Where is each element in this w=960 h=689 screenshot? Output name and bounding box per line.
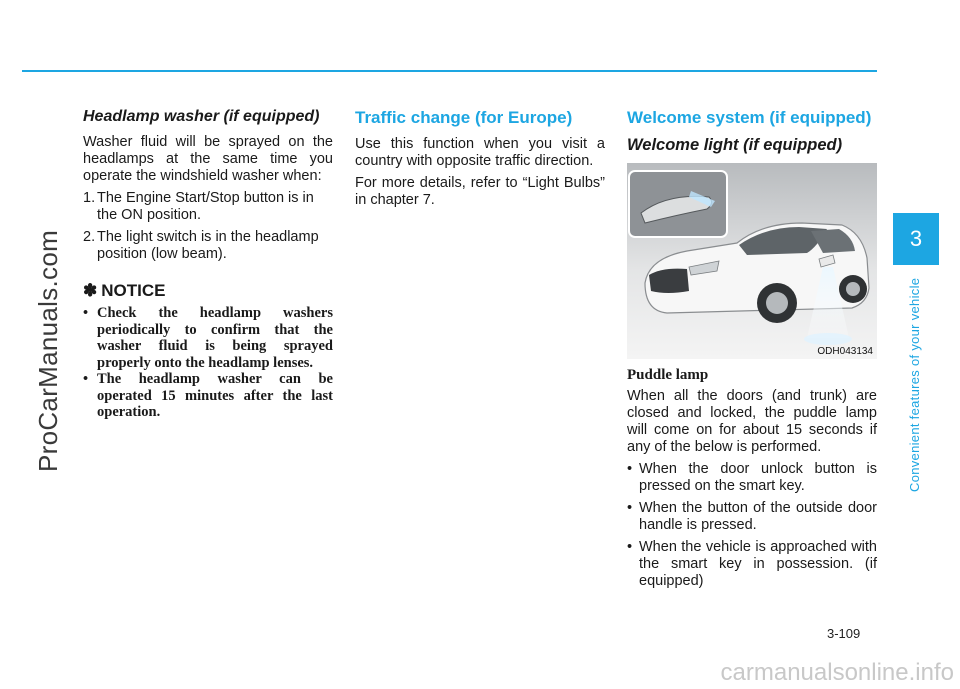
step-item bbox=[83, 190, 333, 224]
bullet-icon: • bbox=[627, 500, 633, 516]
top-rule bbox=[22, 70, 877, 72]
notice-heading bbox=[83, 281, 333, 301]
chapter-title-side: Convenient features of your vehicle bbox=[907, 277, 922, 492]
bullet-icon: • bbox=[83, 305, 89, 321]
welcome-system-heading: Welcome system (if equipped) bbox=[627, 108, 872, 127]
page-number: 3-109 bbox=[827, 626, 861, 641]
welcome-light-subheading: Welcome light (if equipped) bbox=[627, 136, 843, 154]
notice-item bbox=[83, 305, 333, 371]
column-traffic-change bbox=[355, 108, 605, 214]
list-item-text: When the button of the outside door handle is pressed. bbox=[639, 500, 877, 533]
list-item-text: When the door unlock button is pressed on the smart key. bbox=[639, 461, 877, 494]
step-number: 2. bbox=[83, 229, 96, 245]
chapter-tab: 3 bbox=[893, 213, 939, 265]
traffic-change-para: Use this function when you visit a country with opposite traffic direction. bbox=[355, 136, 605, 169]
list-item bbox=[627, 461, 877, 495]
bullet-icon: • bbox=[627, 539, 633, 555]
notice-title: NOTICE bbox=[101, 281, 166, 300]
bullet-icon: • bbox=[83, 371, 89, 387]
traffic-change-heading: Traffic change (for Europe) bbox=[355, 108, 573, 127]
list-item bbox=[627, 539, 877, 590]
notice-item bbox=[83, 371, 333, 421]
column-headlamp-washer bbox=[83, 108, 333, 421]
puddle-lamp-heading: Puddle lamp bbox=[627, 367, 709, 383]
notice-text: Check the headlamp washers periodically to confirm that the washer fluid is being sprayed properly onto the headlamp lenses. bbox=[97, 305, 333, 371]
step-item bbox=[83, 229, 333, 263]
traffic-change-reference: For more details, refer to “Light Bulbs” in chapter 7. bbox=[355, 175, 605, 208]
side-watermark: ProCarManuals.com bbox=[33, 229, 63, 472]
headlamp-washer-intro: Washer fluid will be sprayed on the headlamps at the same time you operate the windshield washer when: bbox=[83, 134, 333, 184]
column-welcome-system bbox=[627, 108, 877, 595]
bottom-watermark: carmanualsonline.info bbox=[720, 659, 954, 686]
list-item-text: When the vehicle is approached with the smart key in possession. (if equipped) bbox=[639, 539, 877, 589]
step-number: 1. bbox=[83, 190, 96, 206]
notice-star-icon: ✽ bbox=[83, 281, 98, 300]
car-illustration-icon bbox=[627, 163, 877, 359]
car-puddle-lamp-illustration bbox=[627, 163, 877, 359]
list-item bbox=[627, 500, 877, 534]
step-text: The Engine Start/Stop button is in the ON position. bbox=[97, 190, 314, 223]
headlamp-washer-heading: Headlamp washer (if equipped) bbox=[83, 108, 320, 125]
figure-code: ODH043134 bbox=[817, 346, 873, 357]
notice-text: The headlamp washer can be operated 15 minutes after the last operation. bbox=[97, 371, 333, 420]
step-text: The light switch is in the headlamp position (low beam). bbox=[97, 229, 319, 262]
puddle-lamp-intro: When all the doors (and trunk) are closed and locked, the puddle lamp will come on for about 15 seconds if any of the below is performed. bbox=[627, 388, 877, 455]
bullet-icon: • bbox=[627, 461, 633, 477]
